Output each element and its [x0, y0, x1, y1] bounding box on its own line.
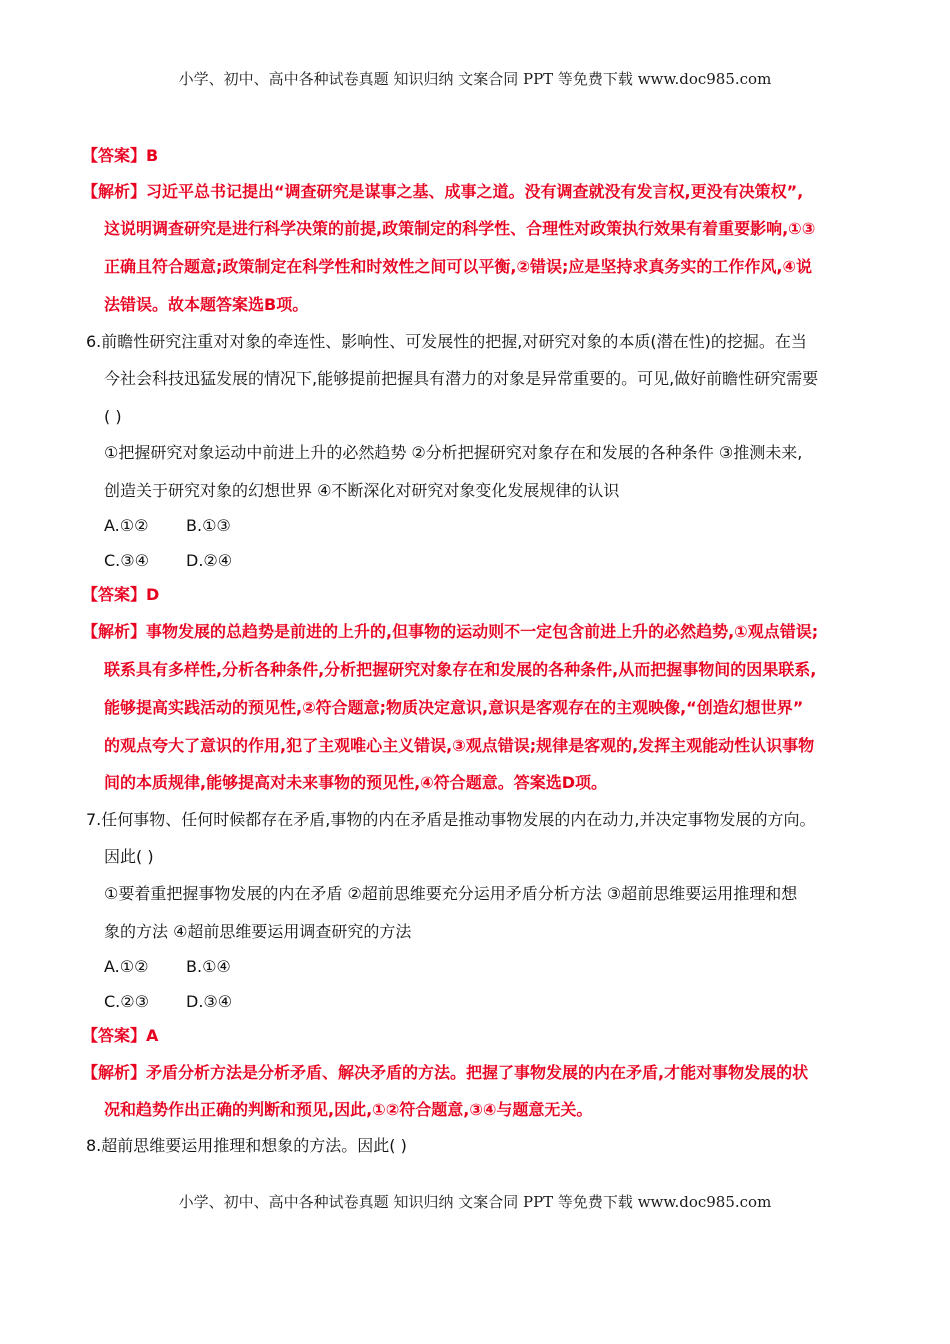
option-a[interactable]: A.①② — [104, 516, 149, 535]
q6-options-row — [104, 551, 232, 571]
q6-analysis-line: 【解析】事物发展的总趋势是前进的上升的,但事物的运动则不一定包含前进上升的必然趋势,①观点错误; — [82, 622, 819, 641]
q6-analysis-line: 间的本质规律,能够提高对未来事物的预见性,④符合题意。答案选D项。 — [104, 773, 607, 792]
q7-stem-line: 因此( ) — [104, 847, 154, 866]
q6-analysis-line: 的观点夸大了意识的作用,犯了主观唯心主义错误,③观点错误;规律是客观的,发挥主观能动性认识事物 — [104, 736, 815, 755]
q7-analysis-line: 况和趋势作出正确的判断和预见,因此,①②符合题意,③④与题意无关。 — [104, 1100, 593, 1119]
q6-stem-line: 6.前瞻性研究注重对对象的牵连性、影响性、可发展性的把握,对研究对象的本质(潜在性)的挖掘。在当 — [86, 332, 807, 351]
q7-options-row — [104, 992, 232, 1012]
q6-stem-line: ( ) — [104, 407, 122, 426]
option-d[interactable]: D.③④ — [186, 992, 233, 1011]
q6-options-row — [104, 516, 231, 536]
q6-statement-line: 创造关于研究对象的幻想世界 ④不断深化对研究对象变化发展规律的认识 — [104, 481, 620, 500]
q5-analysis-line: 正确且符合题意;政策制定在科学性和时效性之间可以平衡,②错误;应是坚持求真务实的工作作风,④说 — [104, 257, 813, 276]
option-a[interactable]: A.①② — [104, 957, 149, 976]
page-footer: 小学、初中、高中各种试卷真题 知识归纳 文案合同 PPT 等免费下载 www.doc985.com — [178, 1193, 772, 1211]
q8-stem: 8.超前思维要运用推理和想象的方法。因此( ) — [86, 1136, 407, 1155]
q7-answer: 【答案】A — [82, 1026, 159, 1045]
q6-stem-line: 今社会科技迅猛发展的情况下,能够提前把握具有潜力的对象是异常重要的。可见,做好前瞻性研究需要 — [104, 369, 819, 388]
q7-statement-line: ①要着重把握事物发展的内在矛盾 ②超前思维要充分运用矛盾分析方法 ③超前思维要运用推理和想 — [104, 884, 798, 903]
q5-analysis-line: 【解析】习近平总书记提出“调查研究是谋事之基、成事之道。没有调查就没有发言权,更没有决策权”, — [82, 182, 804, 201]
q7-analysis-line: 【解析】矛盾分析方法是分析矛盾、解决矛盾的方法。把握了事物发展的内在矛盾,才能对事物发展的状 — [82, 1063, 809, 1082]
page-header: 小学、初中、高中各种试卷真题 知识归纳 文案合同 PPT 等免费下载 www.doc985.com — [178, 70, 772, 88]
option-c[interactable]: C.③④ — [104, 551, 149, 570]
q7-options-row — [104, 957, 231, 977]
option-b[interactable]: B.①③ — [186, 516, 231, 535]
q6-statement-line: ①把握研究对象运动中前进上升的必然趋势 ②分析把握研究对象存在和发展的各种条件 ③推测未来, — [104, 443, 803, 462]
q5-analysis-line: 法错误。故本题答案选B项。 — [104, 295, 309, 314]
q7-statement-line: 象的方法 ④超前思维要运用调查研究的方法 — [104, 922, 412, 941]
q6-analysis-line: 联系具有多样性,分析各种条件,分析把握研究对象存在和发展的各种条件,从而把握事物间的因果联系, — [104, 660, 817, 679]
option-d[interactable]: D.②④ — [186, 551, 233, 570]
q6-answer: 【答案】D — [82, 585, 160, 604]
q6-analysis-line: 能够提高实践活动的预见性,②符合题意;物质决定意识,意识是客观存在的主观映像,“创造幻想世界” — [104, 698, 804, 717]
option-c[interactable]: C.②③ — [104, 992, 149, 1011]
q5-analysis-line: 这说明调查研究是进行科学决策的前提,政策制定的科学性、合理性对政策执行效果有着重要影响,①③ — [104, 219, 816, 238]
option-b[interactable]: B.①④ — [186, 957, 231, 976]
q5-answer: 【答案】B — [82, 146, 159, 165]
q7-stem-line: 7.任何事物、任何时候都存在矛盾,事物的内在矛盾是推动事物发展的内在动力,并决定事物发展的方向。 — [86, 810, 816, 829]
